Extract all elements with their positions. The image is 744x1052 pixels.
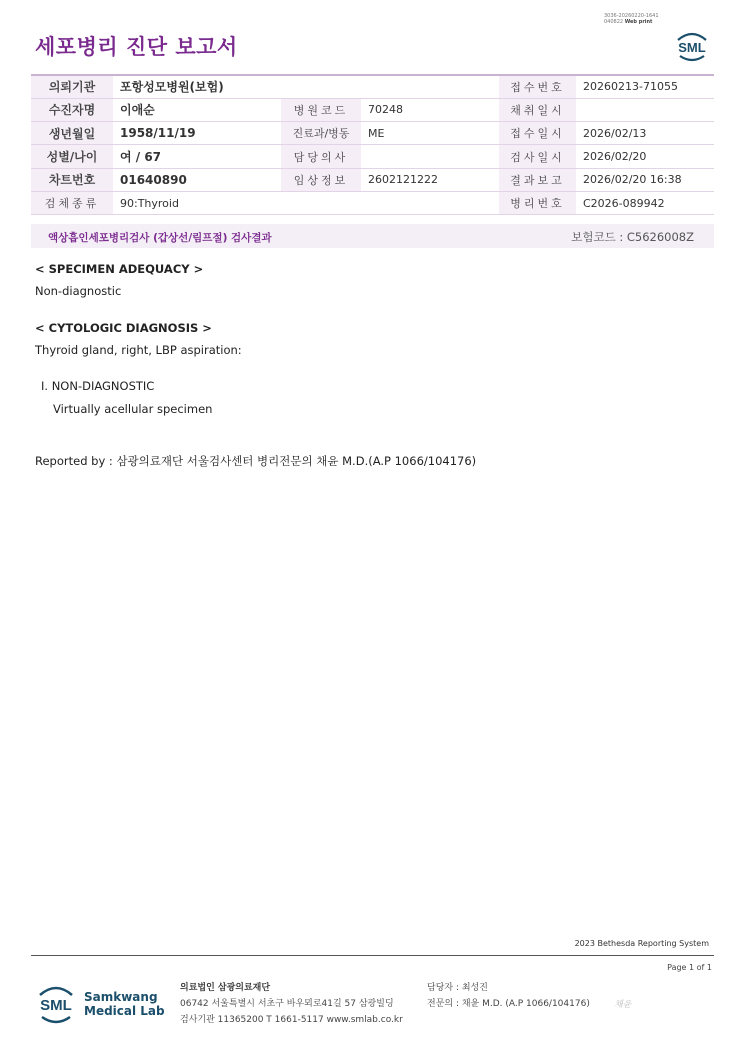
staff-manager: 담당자 : 최성진 <box>427 983 488 993</box>
org-contact: 검사기관 11365200 T 1661-5117 www.smlab.co.kr <box>180 1015 403 1025</box>
label-department: 진료과/병동 <box>281 122 361 145</box>
label-clinical-info: 임상정보 <box>281 168 361 191</box>
diagnosis-heading: < CYTOLOGIC DIAGNOSIS > <box>35 321 212 335</box>
pathologist-signature: 채윤 <box>614 1000 632 1010</box>
org-address: 06742 서울특별시 서초구 바우뫼로41길 57 삼광빌딩 <box>180 999 394 1009</box>
patient-info-table <box>31 74 714 215</box>
info-row <box>31 122 714 145</box>
reporting-system: 2023 Bethesda Reporting System <box>574 939 709 948</box>
value-pathology-number: C2026-089942 <box>576 191 714 214</box>
logo-text: SML <box>678 40 706 55</box>
value-hospital-code: 70248 <box>361 98 499 121</box>
sml-footer-logo-icon <box>36 979 76 1027</box>
report-title: 세포병리 진단 보고서 <box>35 35 238 59</box>
label-collection-date: 채취일시 <box>499 98 576 121</box>
adequacy-heading: < SPECIMEN ADEQUACY > <box>35 262 204 276</box>
reported-by: Reported by : 삼광의료재단 서울검사센터 병리전문의 채윤 M.D.(A.P 1066/104176) <box>35 454 477 468</box>
value-chart-number: 01640890 <box>113 168 281 191</box>
document-code <box>604 13 659 25</box>
value-receipt-number: 20260213-71055 <box>576 75 714 98</box>
info-row <box>31 98 714 121</box>
value-patient-name: 이애순 <box>113 98 281 121</box>
value-birth-date: 1958/11/19 <box>113 122 281 145</box>
sml-logo-icon <box>672 28 712 62</box>
footer-org-info <box>180 980 403 1028</box>
label-receipt-date: 접수일시 <box>499 122 576 145</box>
staff-pathologist: 전문의 : 채윤 M.D. (A.P 1066/104176) <box>427 999 590 1009</box>
adequacy-text: Non-diagnostic <box>35 284 122 298</box>
document-code-line2: 040822 Web print <box>604 19 653 25</box>
document-code-line1: 3036-20260220-1641 <box>604 13 659 19</box>
footer-divider <box>31 955 714 956</box>
value-attending-doctor <box>361 145 499 168</box>
value-clinical-info: 2602121222 <box>361 168 499 191</box>
label-attending-doctor: 담당의사 <box>281 145 361 168</box>
diagnosis-detail: Virtually acellular specimen <box>53 402 213 416</box>
info-row <box>31 168 714 191</box>
diagnosis-site: Thyroid gland, right, LBP aspiration: <box>35 343 242 357</box>
page-number: Page 1 of 1 <box>667 963 712 972</box>
label-test-date: 검사일시 <box>499 145 576 168</box>
info-row <box>31 145 714 168</box>
value-test-date: 2026/02/20 <box>576 145 714 168</box>
value-sex-age: 여 / 67 <box>113 145 281 168</box>
brand-line2: Medical Lab <box>84 1004 165 1018</box>
value-requesting-org: 포항성모병원(보험) <box>113 75 499 98</box>
info-row <box>31 75 714 98</box>
label-patient-name: 수진자명 <box>31 98 113 121</box>
brand-line1: Samkwang <box>84 990 158 1004</box>
label-chart-number: 차트번호 <box>31 168 113 191</box>
footer-logo-text: SML <box>40 997 72 1014</box>
info-row <box>31 191 714 214</box>
label-pathology-number: 병리번호 <box>499 191 576 214</box>
org-name: 의료법인 삼광의료재단 <box>180 983 271 993</box>
label-requesting-org: 의뢰기관 <box>31 75 113 98</box>
label-result-report: 결과보고 <box>499 168 576 191</box>
label-receipt-number: 접수번호 <box>499 75 576 98</box>
label-specimen-type: 검체종류 <box>31 191 113 214</box>
footer-staff-info <box>427 980 590 1012</box>
footer-brand <box>84 990 165 1018</box>
label-hospital-code: 병원코드 <box>281 98 361 121</box>
value-result-report: 2026/02/20 16:38 <box>576 168 714 191</box>
label-sex-age: 성별/나이 <box>31 145 113 168</box>
insurance-code: 보험코드 : C5626008Z <box>571 230 694 244</box>
diagnosis-category: I. NON-DIAGNOSTIC <box>41 379 155 393</box>
exam-title: 액상흡인세포병리검사 (갑상선/림프절) 검사결과 <box>48 232 272 244</box>
value-department: ME <box>361 122 499 145</box>
value-receipt-date: 2026/02/13 <box>576 122 714 145</box>
value-specimen-type: 90:Thyroid <box>113 191 499 214</box>
value-collection-date <box>576 98 714 121</box>
exam-title-bar <box>31 224 714 248</box>
label-birth-date: 생년월일 <box>31 122 113 145</box>
